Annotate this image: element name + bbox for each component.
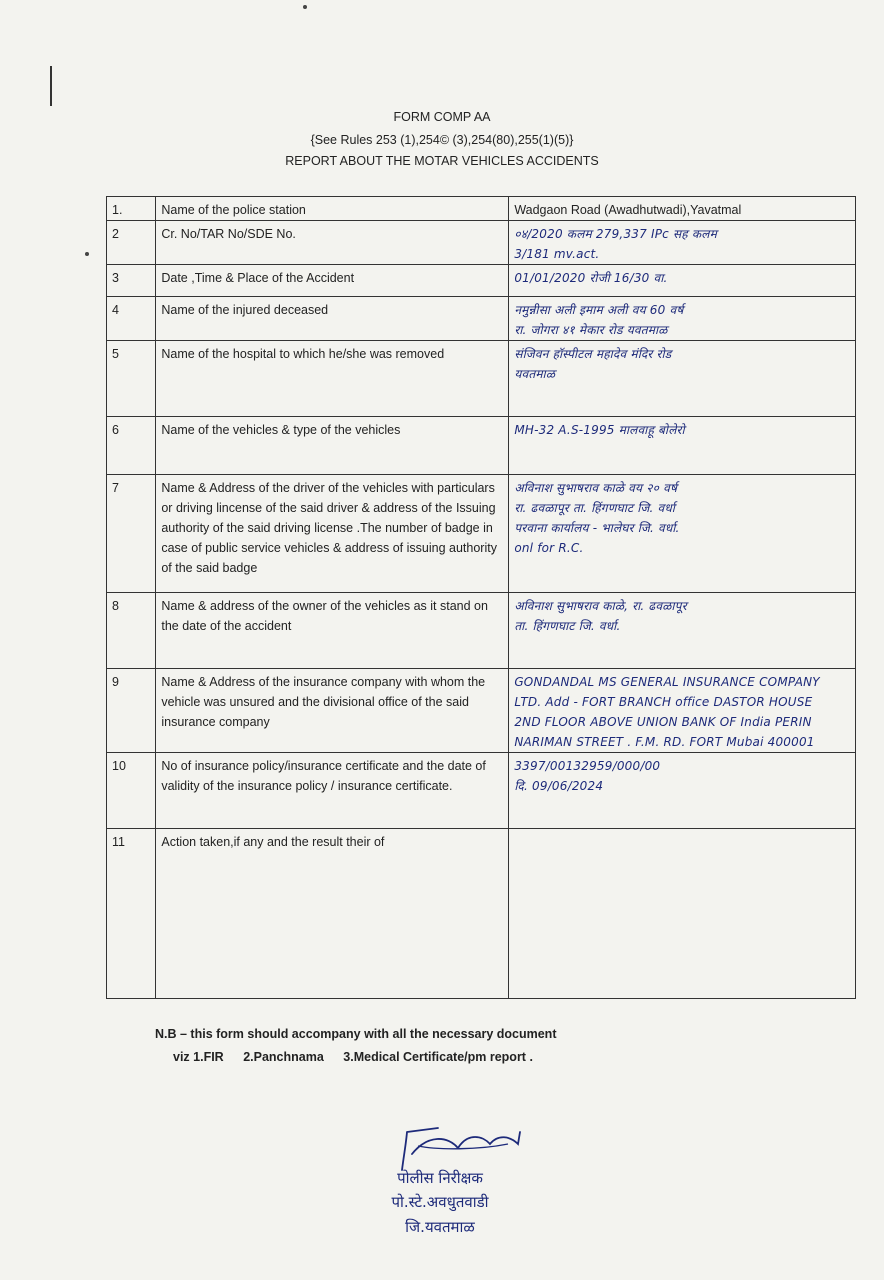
row-number: 3 bbox=[107, 265, 156, 297]
row-answer bbox=[509, 593, 856, 669]
row-number: 7 bbox=[107, 475, 156, 593]
answer-line: Wadgaon Road (Awadhutwadi),Yavatmal bbox=[514, 203, 742, 217]
answer-line: अविनाश सुभाषराव काळे, रा. ढवळापूर bbox=[514, 599, 687, 613]
row-label: Name of the hospital to which he/she was removed bbox=[156, 341, 509, 417]
answer-line: यवतमाळ bbox=[514, 367, 556, 381]
row-answer bbox=[509, 417, 856, 475]
stamp-district: जि.यवतमाळ bbox=[405, 1218, 475, 1236]
accident-report-table bbox=[106, 196, 856, 999]
form-row bbox=[107, 197, 856, 221]
answer-line: संजिवन हॉस्पीटल महादेव मंदिर रोड bbox=[514, 347, 672, 361]
row-number: 9 bbox=[107, 669, 156, 753]
answer-line: 3/181 mv.act. bbox=[514, 247, 600, 261]
form-row bbox=[107, 829, 856, 999]
form-row bbox=[107, 221, 856, 265]
answer-line: परवाना कार्यालय - भालेघर जि. वर्धा. bbox=[514, 521, 680, 535]
row-label: Cr. No/TAR No/SDE No. bbox=[156, 221, 509, 265]
note-documents bbox=[173, 1050, 549, 1064]
row-label: Name & address of the owner of the vehicles as it stand on the date of the accident bbox=[156, 593, 509, 669]
margin-pen-mark bbox=[50, 66, 52, 106]
answer-line: LTD. Add - FORT BRANCH office DASTOR HOUSE bbox=[514, 695, 813, 709]
answer-line: ता. हिंगणघाट जि. वर्धा. bbox=[514, 619, 621, 633]
stamp-designation: पोलीस निरीक्षक bbox=[397, 1169, 483, 1187]
speck bbox=[85, 252, 89, 256]
answer-line: रा. जोगरा ४१ मेकार रोड यवतमाळ bbox=[514, 323, 668, 337]
answer-line: अविनाश सुभाषराव काळे वय २० वर्ष bbox=[514, 481, 678, 495]
row-answer bbox=[509, 341, 856, 417]
row-answer bbox=[509, 669, 856, 753]
row-label: Name & Address of the insurance company with whom the vehicle was unsured and the divisional office of the said insurance company bbox=[156, 669, 509, 753]
row-label: Action taken,if any and the result their of bbox=[156, 829, 509, 999]
row-number: 5 bbox=[107, 341, 156, 417]
form-title: FORM COMP AA bbox=[393, 110, 491, 124]
row-answer bbox=[509, 197, 856, 221]
row-number: 4 bbox=[107, 297, 156, 341]
row-label: Date ,Time & Place of the Accident bbox=[156, 265, 509, 297]
row-number: 2 bbox=[107, 221, 156, 265]
row-label: Name of the police station bbox=[156, 197, 509, 221]
speck bbox=[303, 5, 307, 9]
answer-line: 2ND FLOOR ABOVE UNION BANK OF India PERIN bbox=[514, 715, 812, 729]
note-nb: N.B – this form should accompany with all the necessary document bbox=[155, 1027, 557, 1041]
row-number: 8 bbox=[107, 593, 156, 669]
answer-line: 01/01/2020 रोजी 16/30 वा. bbox=[514, 271, 668, 285]
answer-line: NARIMAN STREET . F.M. RD. FORT Mubai 400001 bbox=[514, 735, 815, 749]
form-row bbox=[107, 417, 856, 475]
form-row bbox=[107, 265, 856, 297]
row-answer bbox=[509, 297, 856, 341]
row-number: 11 bbox=[107, 829, 156, 999]
row-number: 1. bbox=[107, 197, 156, 221]
row-answer bbox=[509, 829, 856, 999]
form-row bbox=[107, 297, 856, 341]
doc-medical: 3.Medical Certificate/pm report . bbox=[343, 1050, 533, 1064]
doc-fir: viz 1.FIR bbox=[173, 1050, 224, 1064]
answer-line: नमुन्नीसा अली इमाम अली वय 60 वर्ष bbox=[514, 303, 684, 317]
answer-line: onl for R.C. bbox=[514, 541, 584, 555]
answer-line: MH-32 A.S-1995 मालवाहू बोलेरो bbox=[514, 423, 685, 437]
row-number: 6 bbox=[107, 417, 156, 475]
doc-panchnama: 2.Panchnama bbox=[243, 1050, 324, 1064]
answer-line: 3397/00132959/000/00 bbox=[514, 759, 661, 773]
form-row bbox=[107, 753, 856, 829]
form-rules: {See Rules 253 (1),254© (3),254(80),255(1)(5)} bbox=[310, 133, 574, 147]
report-title: REPORT ABOUT THE MOTAR VEHICLES ACCIDENTS bbox=[285, 154, 599, 168]
row-number: 10 bbox=[107, 753, 156, 829]
row-label: Name of the injured deceased bbox=[156, 297, 509, 341]
form-row bbox=[107, 341, 856, 417]
form-row bbox=[107, 475, 856, 593]
row-answer bbox=[509, 475, 856, 593]
row-answer bbox=[509, 221, 856, 265]
answer-line: GONDANDAL MS GENERAL INSURANCE COMPANY bbox=[514, 675, 820, 689]
row-label: Name & Address of the driver of the vehicles with particulars or driving lincense of the said driver & address of the Issuing authority of the said driving license .The number of badge in case of public service vehicles & address of issuing authority of the said badge bbox=[156, 475, 509, 593]
row-answer bbox=[509, 265, 856, 297]
answer-line: रा. ढवळापूर ता. हिंगणघाट जि. वर्धा bbox=[514, 501, 676, 515]
row-answer bbox=[509, 753, 856, 829]
form-row bbox=[107, 593, 856, 669]
answer-line: ०४/2020 कलम 279,337 IPc सह कलम bbox=[514, 227, 717, 241]
answer-line: दि. 09/06/2024 bbox=[514, 779, 604, 793]
row-label: Name of the vehicles & type of the vehicles bbox=[156, 417, 509, 475]
stamp-station: पो.स्टे.अवधुतवाडी bbox=[391, 1193, 489, 1211]
row-label: No of insurance policy/insurance certificate and the date of validity of the insurance policy / insurance certificate. bbox=[156, 753, 509, 829]
form-row bbox=[107, 669, 856, 753]
